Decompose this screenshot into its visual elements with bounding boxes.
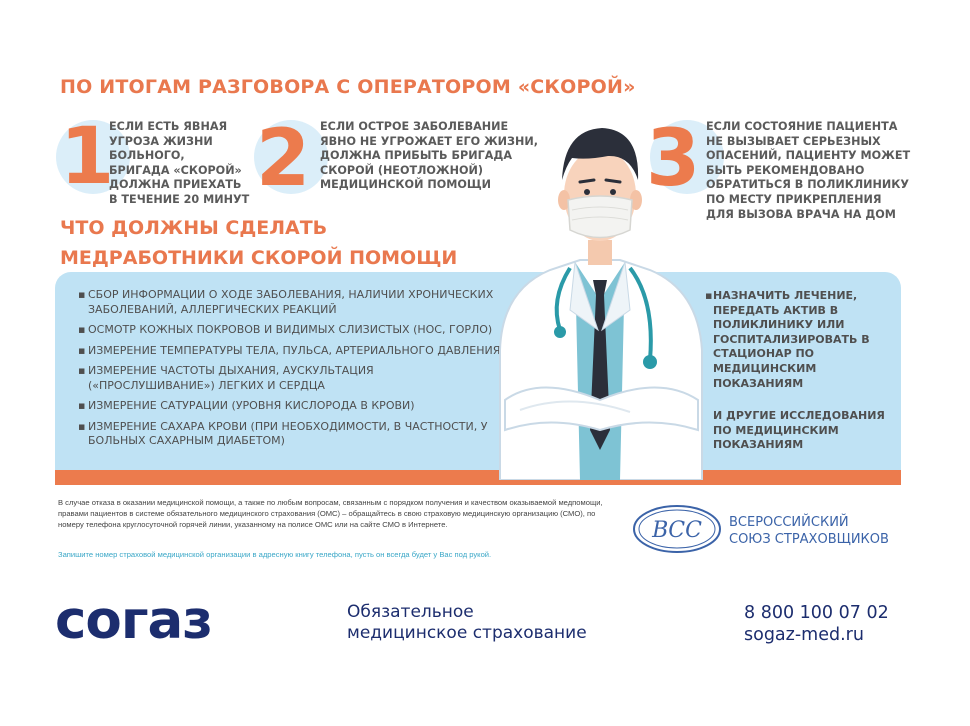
phone-number[interactable]: 8 800 100 07 02: [744, 603, 889, 623]
step-2-line: ДОЛЖНА ПРИБЫТЬ БРИГАДА: [320, 149, 512, 163]
disclaimer-text: В случае отказа в оказании медицинской помощи, а также по любым вопросам, связанным с порядком получения и качеством оказываемой медпомощи, правами пациентов в системе обязательного медицинского страхования (ОМС) – обращайтесь в свою страховую медицинскую организацию (СМО), по номеру телефона круглосуточной горячей линии, указанному на полисе ОМС или на сайте СМО в Интернете.: [58, 498, 603, 529]
oms-line: Обязательное: [347, 602, 474, 622]
bullet-icon: ▪: [78, 323, 86, 336]
vss-monogram: ВСС: [652, 518, 702, 543]
oms-label: [347, 602, 587, 644]
step-1-line: В ТЕЧЕНИЕ 20 МИНУТ: [109, 192, 250, 206]
contacts: [744, 602, 889, 646]
step-3-line: ПО МЕСТУ ПРИКРЕПЛЕНИЯ: [706, 192, 882, 206]
list-item-text: ИЗМЕРЕНИЕ САХАРА КРОВИ (ПРИ НЕОБХОДИМОСТИ, В ЧАСТНОСТИ, У БОЛЬНЫХ САХАРНЫМ ДИАБЕТОМ): [88, 419, 488, 447]
step-2-line: МЕДИЦИНСКОЙ ПОМОЩИ: [320, 178, 492, 192]
step-1-line: ЕСЛИ ЕСТЬ ЯВНАЯ: [109, 120, 228, 133]
vss-logo: [632, 504, 722, 554]
actions-list: [78, 288, 518, 455]
list-item-text: И ДРУГИЕ ИССЛЕДОВАНИЯ ПО МЕДИЦИНСКИМ ПОКАЗАНИЯМ: [713, 409, 885, 452]
list-item-text: ИЗМЕРЕНИЕ ЧАСТОТЫ ДЫХАНИЯ, АУСКУЛЬТАЦИЯ («ПРОСЛУШИВАНИЕ») ЛЕГКИХ И СЕРДЦА: [88, 364, 374, 392]
treatment-list: [705, 289, 895, 471]
list-item: [78, 288, 518, 317]
bullet-icon: ▪: [78, 399, 86, 412]
step-3-line: ДЛЯ ВЫЗОВА ВРАЧА НА ДОМ: [706, 207, 896, 221]
page-title: ПО ИТОГАМ РАЗГОВОРА С ОПЕРАТОРОМ «СКОРОЙ»: [60, 76, 636, 98]
step-1-line: БРИГАДА «СКОРОЙ»: [109, 163, 242, 177]
list-item-text: ИЗМЕРЕНИЕ САТУРАЦИИ (УРОВНЯ КИСЛОРОДА В КРОВИ): [88, 399, 415, 412]
step-3-line: ЕСЛИ СОСТОЯНИЕ ПАЦИЕНТА: [706, 120, 898, 133]
bullet-icon: ▪: [78, 419, 86, 433]
vss-name-line: ВСЕРОССИЙСКИЙ: [729, 515, 849, 530]
step-1-line: УГРОЗА ЖИЗНИ: [109, 134, 213, 148]
step-3-line: ОПАСЕНИЙ, ПАЦИЕНТУ МОЖЕТ: [706, 149, 911, 163]
oms-line: медицинское страхование: [347, 623, 587, 643]
website-link[interactable]: sogaz-med.ru: [744, 625, 864, 645]
list-item: [78, 399, 518, 414]
bullet-icon: ▪: [78, 343, 86, 357]
step-2-line: СКОРОЙ (НЕОТЛОЖНОЙ): [320, 163, 483, 177]
step-3-line: БЫТЬ РЕКОМЕНДОВАНО: [706, 163, 865, 177]
accent-strip: [55, 470, 901, 485]
step-3-text: [706, 120, 910, 222]
vss-name-line: СОЮЗ СТРАХОВЩИКОВ: [729, 532, 889, 547]
step-2-line: ЯВНО НЕ УГРОЖАЕТ ЕГО ЖИЗНИ,: [320, 134, 538, 148]
bullet-icon: ▪: [78, 364, 86, 377]
list-item-text: НАЗНАЧИТЬ ЛЕЧЕНИЕ, ПЕРЕДАТЬ АКТИВ В ПОЛИКЛИНИКУ ИЛИ ГОСПИТАЛИЗИРОВАТЬ В СТАЦИОНАР ПО МЕДИЦИНСКИМ ПОКАЗАНИЯМ: [713, 289, 870, 390]
bullet-icon: ▪: [78, 288, 86, 301]
list-item: [78, 420, 518, 449]
bullet-icon: ▪: [705, 289, 713, 302]
subtitle-line: ЧТО ДОЛЖНЫ СДЕЛАТЬ: [60, 217, 328, 239]
step-1-number: 1: [60, 112, 115, 202]
list-item-text: ИЗМЕРЕНИЕ ТЕМПЕРАТУРЫ ТЕЛА, ПУЛЬСА, АРТЕРИАЛЬНОГО ДАВЛЕНИЯ: [88, 343, 501, 357]
reminder-note: Запишите номер страховой медицинской организации в адресную книгу телефона, пусть он всегда будет у Вас под рукой.: [58, 550, 492, 559]
step-1: [52, 112, 252, 218]
list-item-text: СБОР ИНФОРМАЦИИ О ХОДЕ ЗАБОЛЕВАНИЯ, НАЛИЧИИ ХРОНИЧЕСКИХ ЗАБОЛЕВАНИЙ, АЛЛЕРГИЧЕСКИХ РЕАКЦИЙ: [88, 288, 494, 316]
list-item: [78, 323, 518, 338]
list-item: [78, 364, 518, 393]
list-item-text: ОСМОТР КОЖНЫХ ПОКРОВОВ И ВИДИМЫХ СЛИЗИСТЫХ (НОС, ГОРЛО): [88, 323, 493, 336]
step-1-text: [109, 120, 249, 208]
step-3-number: 3: [646, 114, 701, 204]
sogaz-logo: согаз: [55, 590, 213, 651]
step-3-line: ОБРАТИТЬСЯ В ПОЛИКЛИНИКУ: [706, 178, 910, 192]
step-1-line: БОЛЬНОГО,: [109, 149, 185, 163]
doctor-illustration: [480, 100, 720, 480]
section-subtitle: [60, 213, 457, 273]
step-2-line: ЕСЛИ ОСТРОЕ ЗАБОЛЕВАНИЕ: [320, 120, 509, 133]
step-1-line: ДОЛЖНА ПРИЕХАТЬ: [109, 178, 242, 192]
subtitle-line: МЕДРАБОТНИКИ СКОРОЙ ПОМОЩИ: [60, 247, 458, 269]
step-2-number: 2: [256, 114, 311, 204]
list-item: [705, 409, 895, 453]
step-3-line: НЕ ВЫЗЫВАЕТ СЕРЬЕЗНЫХ: [706, 134, 881, 148]
list-item: [78, 344, 518, 359]
list-item: [705, 289, 895, 391]
vss-name: [729, 514, 889, 548]
